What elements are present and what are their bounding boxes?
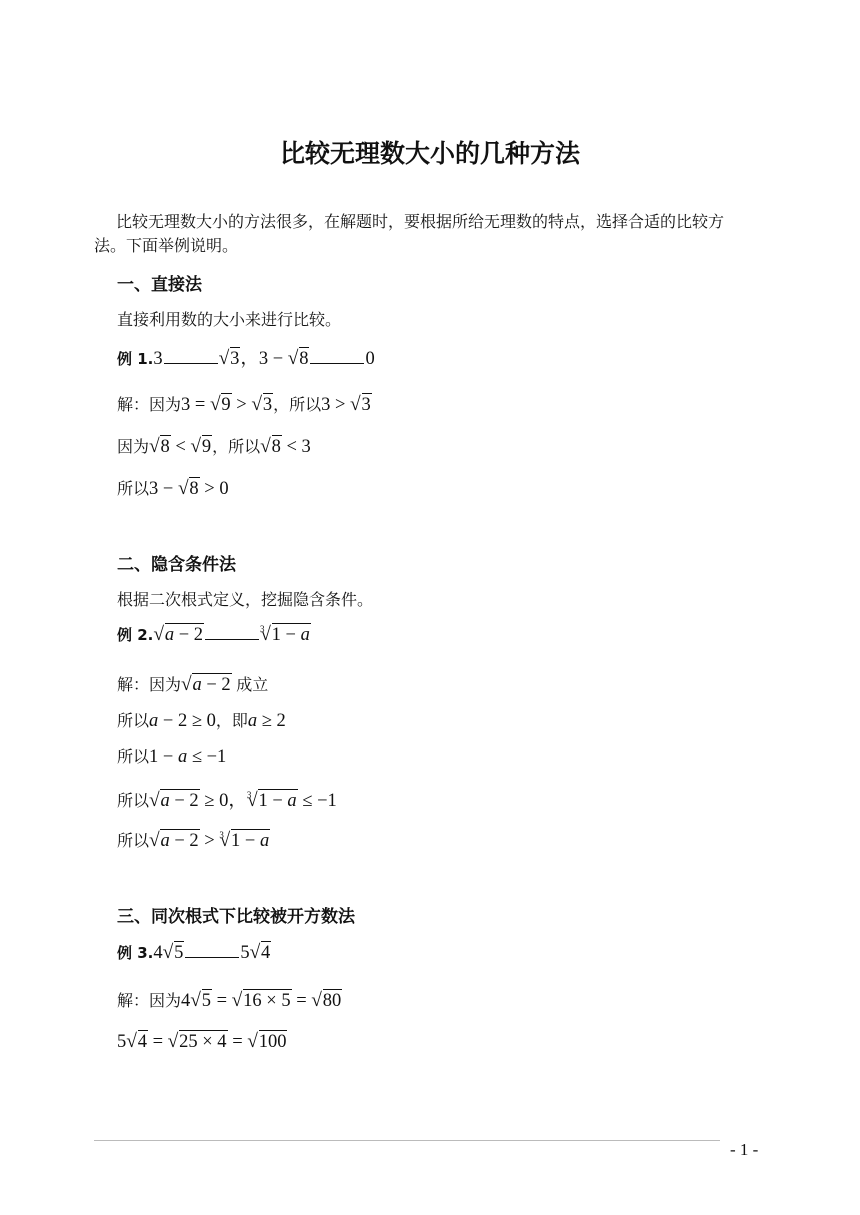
ex1-solution-line-3: 所以3 − √ 8 > 0 <box>117 478 229 502</box>
answer-blank <box>164 362 218 364</box>
page-number: - 1 - <box>730 1140 759 1159</box>
answer-blank <box>205 638 259 640</box>
example-3: 例 3.4√ 5 5√ 4 <box>117 942 271 964</box>
ex1-solution-line-1: 解：因为3 = √ 9 > √ 3，所以3 > √ 3 <box>117 394 372 418</box>
ex2-solution-line-4: 所以√ a − 2 ≥ 0，$^3$√ 1 − a ≤ −1 <box>117 786 337 814</box>
sqrt-3: √ 3 <box>219 349 241 370</box>
ex2-solution-line-2: 所以a − 2 ≥ 0，即a ≥ 2 <box>117 711 286 731</box>
section-2-desc: 根据二次根式定义，挖掘隐含条件。 <box>117 590 374 609</box>
example-2-label: 例 2. <box>117 626 154 644</box>
ex1-solution-line-2: 因为√ 8 < √ 9，所以√ 8 < 3 <box>117 436 311 460</box>
example-2: 例 2.√ a − 2 $^3$√ 1 − a <box>117 624 311 646</box>
section-1-desc: 直接利用数的大小来进行比较。 <box>117 310 342 329</box>
intro-line-1: 比较无理数大小的方法很多，在解题时，要根据所给无理数的特点，选择合适的比较方 <box>116 212 725 231</box>
sqrt-8: √ 8 <box>288 349 310 370</box>
section-1-heading: 一、直接法 <box>117 275 202 295</box>
answer-blank <box>310 362 364 364</box>
ex3-solution-line-2: 5√ 4 = √ 25 × 4 = √ 100 <box>117 1032 287 1053</box>
footer-divider <box>94 1140 720 1141</box>
intro-paragraph <box>94 210 774 258</box>
example-1-label: 例 1. <box>117 350 154 368</box>
example-1: 例 1.3√ 3，3 − √ 8 0 <box>117 344 375 370</box>
page-title: 比较无理数大小的几种方法 <box>279 139 580 168</box>
ex2-solution-line-5: 所以√ a − 2 > $^3$√ 1 − a <box>117 830 270 854</box>
ex2-solution-line-3: 所以1 − a ≤ −1 <box>117 747 227 767</box>
section-2-heading: 二、隐含条件法 <box>117 555 236 575</box>
ex3-solution-line-1: 解：因为4√ 5 = √ 16 × 5 = √ 80 <box>117 990 342 1014</box>
intro-line-2: 法。下面举例说明。 <box>94 236 239 255</box>
example-3-label: 例 3. <box>117 944 154 962</box>
ex2-solution-line-1: 解：因为√ a − 2 成立 <box>117 674 268 698</box>
answer-blank <box>185 956 239 958</box>
section-3-heading: 三、同次根式下比较被开方数法 <box>117 907 355 927</box>
